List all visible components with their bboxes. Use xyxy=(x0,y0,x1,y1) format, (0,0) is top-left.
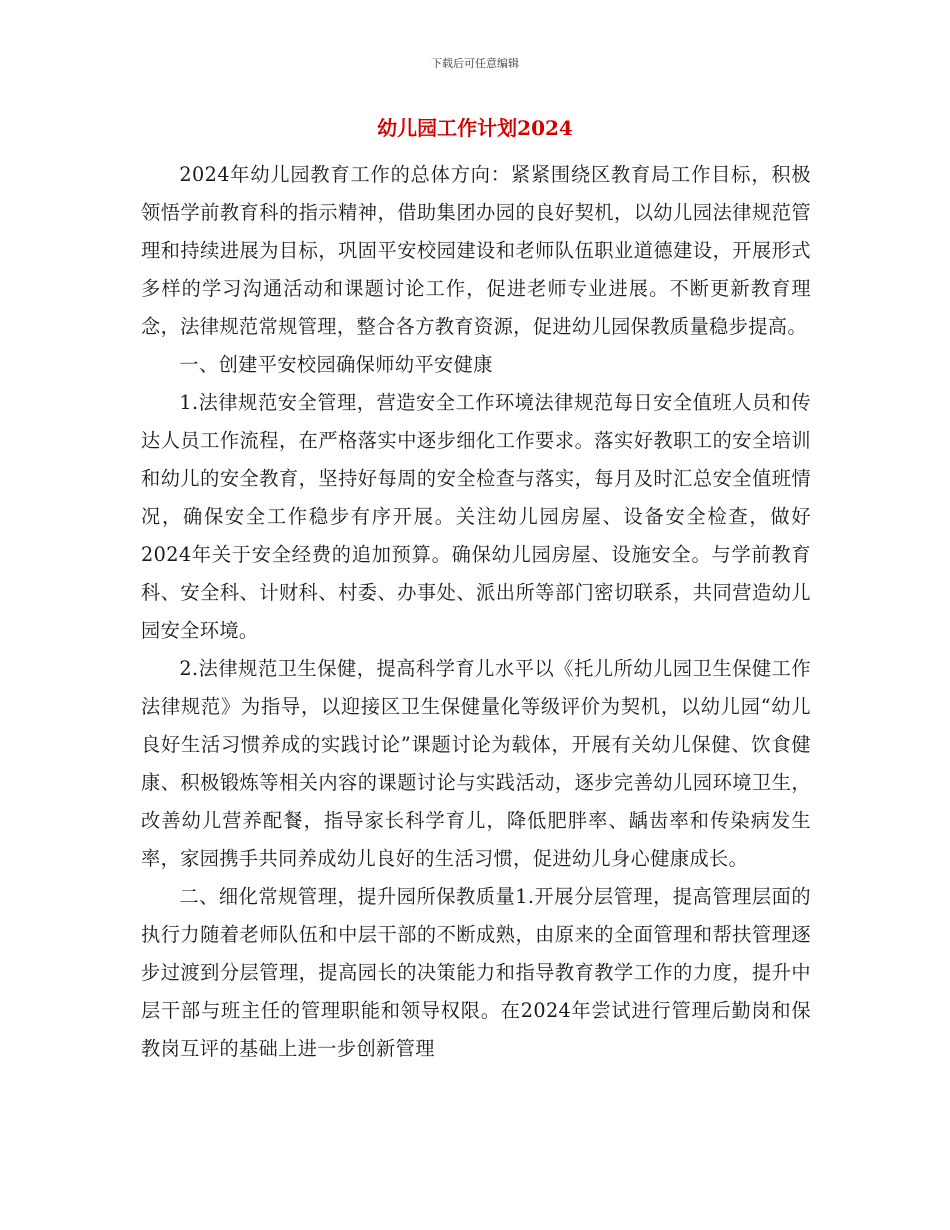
section-heading-safety: 一、创建平安校园确保师幼平安健康 xyxy=(179,353,493,376)
document-body xyxy=(141,156,811,1068)
paragraph-intro: 2024年幼儿园教育工作的总体方向：紧紧围绕区教育局工作目标，积极领悟学前教育科的指示精神，借助集团办园的良好契机，以幼儿园法律规范管理和持续进展为目标，巩固平安校园建设和老师队伍职业道德建设，开展形式多样的学习沟通活动和课题讨论工作，促进老师专业进展。不断更新教育理念，法律规范常规管理，整合各方教育资源，促进幼儿园保教质量稳步提高。 xyxy=(141,163,811,338)
paragraph-routine-management: 二、细化常规管理，提升园所保教质量1.开展分层管理，提高管理层面的执行力随着老师队伍和中层干部的不断成熟，由原来的全面管理和帮扶管理逐步过渡到分层管理，提高园长的决策能力和指导教育教学工作的力度，提升中层干部与班主任的管理职能和领导权限。在2024年尝试进行管理后勤岗和保教岗互评的基础上进一步创新管理 xyxy=(141,885,811,1060)
paragraph-safety-management: 1.法律规范安全管理，营造安全工作环境法律规范每日安全值班人员和传达人员工作流程，在严格落实中逐步细化工作要求。落实好教职工的安全培训和幼儿的安全教育，坚持好每周的安全检查与落实，每月及时汇总安全值班情况，确保安全工作稳步有序开展。关注幼儿园房屋、设备安全检查，做好2024年关于安全经费的追加预算。确保幼儿园房屋、设施安全。与学前教育科、安全科、计财科、村委、办事处、派出所等部门密切联系，共同营造幼儿园安全环境。 xyxy=(141,391,811,642)
header-note: 下载后可任意编辑 xyxy=(431,57,519,70)
document-title: 幼儿园工作计划2024 xyxy=(377,116,573,140)
paragraph-health-care: 2.法律规范卫生保健，提高科学育儿水平以《托儿所幼儿园卫生保健工作法律规范》为指导，以迎接区卫生保健量化等级评价为契机，以幼儿园“幼儿良好生活习惯养成的实践讨论”课题讨论为载体，开展有关幼儿保健、饮食健康、积极锻炼等相关内容的课题讨论与实践活动，逐步完善幼儿园环境卫生，改善幼儿营养配餐，指导家长科学育儿，降低肥胖率、龋齿率和传染病发生率，家园携手共同养成幼儿良好的生活习惯，促进幼儿身心健康成长。 xyxy=(141,657,811,870)
